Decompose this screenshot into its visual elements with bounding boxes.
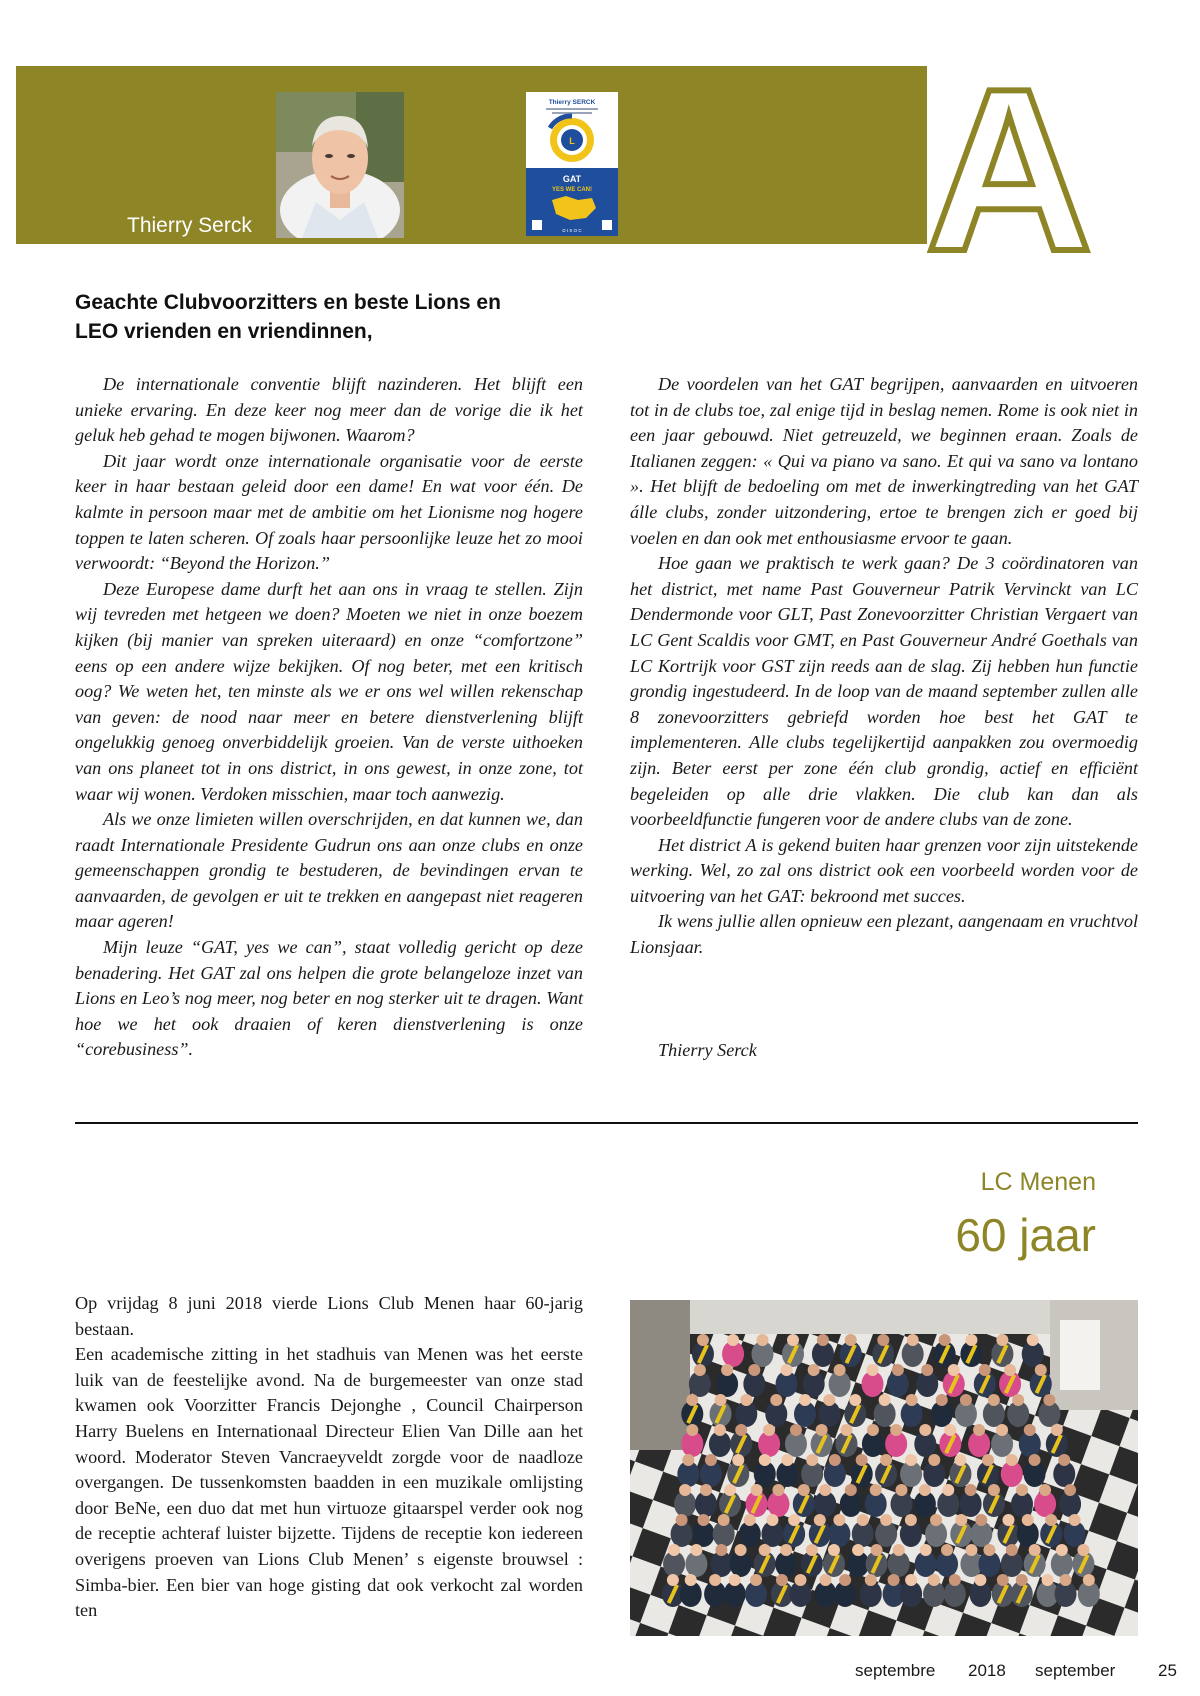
letter-paragraph: Deze Europese dame durft het aan ons in vraag te stellen. Zijn wij tevreden met hetgeen we doen? Moeten we niet in onze boezem kijken (bij manier van spreken uiteraard) en onze “comfortzone” eens op een andere wijze bekijken. Of nog beter, met een kritisch oog? We weten het, ten minste als we er ons wel willen rekenschap van geven: de nood naar meer en betere dienstverlening blijft ongelukkig genoeg onverbiddelijk groeien. Van de verste uithoeken van ons planeet tot in ons district, in ons gewest, in onze zone, tot waar wij wonen. Verdoken misschien, maar toch aanwezig. bbox=[75, 578, 583, 804]
crowd-person-head bbox=[856, 1454, 868, 1466]
article-paragraph: Een academische zitting in het stadhuis van Menen was het eerste luik van de feestelijke avond. Na de burgemeester van onze stad kwamen ook Voorzitter Francis Dejonghe , Council Chairperson Harry Buelens en Internationaal Directeur Elien Van Dille aan het woord. Moderator Steven Vancraeyveldt zorgde voor de naadloze overgangen. De tussenkomsten baadden in een muzikale omlijsting door BeNe, een duo dat met hun virtuoze gitaarspel verder ook nog de receptie achteraf luister bijzette. Tijdens de receptie kon iedereen overigens proeven van Lions Club Menen’ s eigenste brouwsel : Simba-bier. Een bier van hoge gisting dat ook verkocht zal worden ten bbox=[75, 1344, 583, 1621]
footer-page-number: 25 bbox=[1158, 1661, 1177, 1680]
crowd-person-head bbox=[965, 1544, 977, 1556]
crowd-person-head bbox=[906, 1394, 918, 1406]
crowd-person-head bbox=[907, 1334, 919, 1346]
crowd-person-head bbox=[833, 1514, 845, 1526]
crowd-person-head bbox=[799, 1394, 811, 1406]
crowd-person-head bbox=[919, 1424, 931, 1436]
crowd-person-head bbox=[763, 1424, 775, 1436]
crowd-person-head bbox=[839, 1574, 851, 1586]
crowd-person-head bbox=[1016, 1484, 1028, 1496]
crowd-person-head bbox=[845, 1334, 857, 1346]
crowd-person-head bbox=[928, 1574, 940, 1586]
crowd-person-head bbox=[1042, 1574, 1054, 1586]
crowd-person-head bbox=[721, 1364, 733, 1376]
crowd-person-head bbox=[845, 1484, 857, 1496]
crowd-person-head bbox=[1022, 1514, 1034, 1526]
crowd-person-head bbox=[1027, 1334, 1039, 1346]
crowd-person-head bbox=[857, 1514, 869, 1526]
letter-paragraph: Mijn leuze “GAT, yes we can”, staat volledig gericht op deze benadering. Het GAT zal ons helpen die grote belangeloze inzet van Lions en Leo’s nog meer, nog beter en nog sterker uit te dragen. Want hoe we het ook draaien of keren dienstverlening is onze “corebusiness”. bbox=[75, 937, 583, 1060]
letter-salutation bbox=[75, 288, 595, 346]
crowd-person-head bbox=[928, 1454, 940, 1466]
crowd-person-head bbox=[1043, 1394, 1055, 1406]
poster-name: Thierry SERCK bbox=[548, 99, 596, 106]
crowd-person-head bbox=[766, 1514, 778, 1526]
crowd-person-head bbox=[941, 1544, 953, 1556]
letter-signature: Thierry Serck bbox=[658, 1040, 757, 1060]
crowd-person-head bbox=[871, 1544, 883, 1556]
crowd-person-head bbox=[750, 1574, 762, 1586]
crowd-person-head bbox=[996, 1424, 1008, 1436]
footer-month-nl: september bbox=[1035, 1661, 1116, 1680]
district-letter-outline bbox=[918, 70, 1100, 256]
crowd-person-head bbox=[996, 1334, 1008, 1346]
crowd-person-head bbox=[1002, 1514, 1014, 1526]
group-photo-illustration bbox=[630, 1300, 1138, 1636]
salutation-line-1: Geachte Clubvoorzitters en beste Lions en bbox=[75, 291, 501, 314]
crowd-person-head bbox=[1029, 1454, 1041, 1466]
crowd-person-head bbox=[988, 1484, 1000, 1496]
crowd-person-head bbox=[1016, 1574, 1028, 1586]
poster-illustration bbox=[526, 92, 618, 236]
crowd-person-head bbox=[798, 1484, 810, 1496]
crowd-person-head bbox=[1035, 1364, 1047, 1376]
district-letter bbox=[918, 70, 1100, 256]
crowd-person-head bbox=[735, 1424, 747, 1436]
crowd-person-head bbox=[1069, 1514, 1081, 1526]
crowd-person-head bbox=[715, 1394, 727, 1406]
crowd-person-head bbox=[780, 1544, 792, 1556]
crowd-person-head bbox=[948, 1364, 960, 1376]
crowd-person-head bbox=[942, 1484, 954, 1496]
crowd-person-head bbox=[772, 1484, 784, 1496]
crowd-person-head bbox=[814, 1514, 826, 1526]
crowd-person-head bbox=[890, 1424, 902, 1436]
poster-footer: D I S O C bbox=[562, 228, 582, 233]
crowd-person-head bbox=[759, 1544, 771, 1556]
crowd-person-head bbox=[781, 1364, 793, 1376]
letter-column-left bbox=[75, 372, 583, 1063]
crowd-person-head bbox=[939, 1334, 951, 1346]
letter-paragraph: De internationale conventie blijft nazinderen. Het blijft een unieke ervaring. En deze keer nog meer dan de vorige die ik het geluk heb gehad te mogen bijwonen. Waarom? bbox=[75, 374, 583, 446]
crowd-person-head bbox=[974, 1574, 986, 1586]
crowd-person-head bbox=[834, 1364, 846, 1376]
crowd-person-head bbox=[735, 1544, 747, 1556]
crowd-person-head bbox=[1006, 1454, 1018, 1466]
crowd-person-head bbox=[880, 1454, 892, 1466]
crowd-person-head bbox=[756, 1334, 768, 1346]
crowd-person-head bbox=[729, 1574, 741, 1586]
crowd-person-head bbox=[983, 1544, 995, 1556]
author-portrait bbox=[276, 92, 404, 238]
crowd-person-head bbox=[744, 1514, 756, 1526]
crowd-person-head bbox=[697, 1514, 709, 1526]
crowd-person-head bbox=[770, 1394, 782, 1406]
crowd-person-head bbox=[975, 1514, 987, 1526]
crowd-person-head bbox=[676, 1514, 688, 1526]
crowd-person-head bbox=[892, 1364, 904, 1376]
letter-paragraph: Als we onze limieten willen overschrijden, en dat kunnen we, dan raadt Internationale Presidente Gudrun ons aan onze clubs en onze gemeenschappen grondig te bestuderen, de bevindingen ervan te aanvaarden, de gevolgen er uit te trekken en aangepast niet reageren maar ageren! bbox=[75, 809, 583, 932]
crowd-person-head bbox=[724, 1484, 736, 1496]
crowd-person-head bbox=[893, 1544, 905, 1556]
crowd-person-head bbox=[1045, 1514, 1057, 1526]
crowd-person-head bbox=[1012, 1394, 1024, 1406]
poster-slogan-line1: GAT bbox=[562, 174, 582, 184]
crowd-person-head bbox=[715, 1544, 727, 1556]
crowd-person-head bbox=[1064, 1484, 1076, 1496]
crowd-person-head bbox=[1058, 1454, 1070, 1466]
crowd-person-head bbox=[732, 1454, 744, 1466]
crowd-person-head bbox=[930, 1514, 942, 1526]
crowd-person-head bbox=[740, 1394, 752, 1406]
crowd-person-head bbox=[686, 1424, 698, 1436]
crowd-person-head bbox=[714, 1424, 726, 1436]
crowd-person-head bbox=[867, 1424, 879, 1436]
article-body bbox=[75, 1291, 583, 1624]
crowd-person-head bbox=[921, 1364, 933, 1376]
poster-slogan-line2: YES WE CAN! bbox=[551, 187, 593, 193]
portrait-illustration bbox=[276, 92, 404, 238]
article-paragraph: Op vrijdag 8 juni 2018 vierde Lions Club Menen haar 60-jarig bestaan. bbox=[75, 1293, 583, 1339]
crowd-person-head bbox=[817, 1334, 829, 1346]
crowd-person-head bbox=[997, 1574, 1009, 1586]
crowd-person-head bbox=[705, 1454, 717, 1466]
crowd-person-head bbox=[880, 1514, 892, 1526]
crowd-person-head bbox=[685, 1574, 697, 1586]
crowd-person-head bbox=[694, 1364, 706, 1376]
district-letter-glyph: A bbox=[925, 70, 1093, 256]
letter-paragraph: Ik wens jullie allen opnieuw een plezant, aangenaam en vruchtvol Lionsjaar. bbox=[630, 911, 1138, 958]
letter-column-right bbox=[630, 372, 1138, 961]
crowd-person-head bbox=[819, 1484, 831, 1496]
group-photo bbox=[630, 1300, 1138, 1636]
crowd-person-head bbox=[979, 1364, 991, 1376]
crowd-person-head bbox=[905, 1574, 917, 1586]
crowd-person-head bbox=[988, 1394, 1000, 1406]
crowd-person-head bbox=[965, 1484, 977, 1496]
crowd-person-head bbox=[936, 1394, 948, 1406]
crowd-person-head bbox=[690, 1544, 702, 1556]
crowd-person-head bbox=[870, 1484, 882, 1496]
crowd-person-head bbox=[852, 1544, 864, 1556]
crowd-person-head bbox=[668, 1544, 680, 1556]
crowd-person-head bbox=[806, 1544, 818, 1556]
crowd-person-head bbox=[829, 1454, 841, 1466]
crowd-person-head bbox=[819, 1574, 831, 1586]
crowd-person-head bbox=[1004, 1364, 1016, 1376]
crowd-person-head bbox=[808, 1364, 820, 1376]
crowd-person-head bbox=[697, 1334, 709, 1346]
crowd-person-head bbox=[1024, 1424, 1036, 1436]
crowd-person-head bbox=[686, 1394, 698, 1406]
crowd-person-head bbox=[895, 1484, 907, 1496]
footer-month-fr: septembre bbox=[855, 1661, 936, 1680]
section-divider bbox=[75, 1122, 1138, 1124]
article-headline: 60 jaar bbox=[955, 1209, 1096, 1261]
crowd-person-head bbox=[1029, 1544, 1041, 1556]
crowd-person-head bbox=[759, 1454, 771, 1466]
svg-text:L: L bbox=[569, 136, 575, 146]
crowd-person-head bbox=[806, 1454, 818, 1466]
crowd-person-head bbox=[816, 1424, 828, 1436]
letter-paragraph: De voordelen van het GAT begrijpen, aanvaarden en uitvoeren tot in de clubs toe, zal enige tijd in beslag nemen. Rome is ook niet in een jaar gebouwd. Niet getreuzeld, we beginnen eraan. Zoals de Italianen zeggen: « Qui va piano va sano. Et qui va sano va lontano ». Het blijft de bedoeling om met de inwerkingtreding van het GAT álle clubs, zonder uitzondering, ertoe te brengen zich er goed bij voelen en dan ook met enthousiasme ervoor te gaan. bbox=[630, 374, 1138, 548]
crowd-person-head bbox=[718, 1514, 730, 1526]
crowd-person-head bbox=[841, 1424, 853, 1436]
crowd-person-head bbox=[1051, 1424, 1063, 1436]
crowd-person-head bbox=[879, 1394, 891, 1406]
crowd-person-head bbox=[776, 1574, 788, 1586]
crowd-person-head bbox=[954, 1454, 966, 1466]
crowd-person-head bbox=[865, 1574, 877, 1586]
crowd-person-head bbox=[709, 1574, 721, 1586]
author-name: Thierry Serck bbox=[127, 214, 252, 237]
crowd-person-head bbox=[790, 1424, 802, 1436]
article-kicker: LC Menen bbox=[980, 1168, 1096, 1196]
campaign-poster bbox=[526, 92, 618, 236]
crowd-person-head bbox=[781, 1454, 793, 1466]
crowd-person-head bbox=[960, 1394, 972, 1406]
crowd-person-head bbox=[1056, 1544, 1068, 1556]
crowd-person-head bbox=[748, 1364, 760, 1376]
crowd-person-head bbox=[679, 1484, 691, 1496]
crowd-person-head bbox=[823, 1394, 835, 1406]
crowd-person-head bbox=[1006, 1544, 1018, 1556]
crowd-person-head bbox=[944, 1424, 956, 1436]
crowd-person-head bbox=[751, 1484, 763, 1496]
crowd-person-head bbox=[919, 1484, 931, 1496]
crowd-person-head bbox=[905, 1454, 917, 1466]
letter-paragraph: Hoe gaan we praktisch te werk gaan? De 3 coördinatoren van het district, met name Past Gouverneur Patrik Vervinckt van LC Dendermonde voor GLT, Past Zonevoorzitter Christian Vergaert van LC Gent Scaldis voor GMT, en Past Gouverneur André Goethals van LC Kortrijk voor GST zijn reeds aan de slag. Zij hebben hun functie grondig ingestudeerd. In de loop van de maand september zullen alle 8 zonevoorzitters gebriefd worden hoe best het GAT te implementeren. Alle clubs tegelijkertijd aanpakken zou overmoedig zijn. Beter eerst per zone één club grondig, actief en efficiënt begeleiden op alle drie vlakken. Die club kan dan als voorbeeldfunctie fungeren voor de andere clubs van de zone. bbox=[630, 553, 1138, 830]
salutation-line-2: LEO vrienden en vriendinnen, bbox=[75, 320, 373, 343]
crowd-person-head bbox=[982, 1454, 994, 1466]
crowd-person-head bbox=[787, 1334, 799, 1346]
crowd-person-head bbox=[1083, 1574, 1095, 1586]
crowd-person-head bbox=[888, 1574, 900, 1586]
crowd-person-head bbox=[867, 1364, 879, 1376]
crowd-person-head bbox=[905, 1514, 917, 1526]
crowd-person-head bbox=[788, 1514, 800, 1526]
crowd-person-head bbox=[700, 1484, 712, 1496]
crowd-person-head bbox=[920, 1544, 932, 1556]
crowd-person-head bbox=[794, 1574, 806, 1586]
letter-paragraph: Het district A is gekend buiten haar grenzen voor zijn uitstekende werking. Wel, zo zal ons district ook een voorbeeld worden voor de uitvoering van het GAT: bekroond met succes. bbox=[630, 834, 1138, 906]
crowd-person-head bbox=[667, 1574, 679, 1586]
crowd-person-head bbox=[877, 1334, 889, 1346]
crowd-person-head bbox=[973, 1424, 985, 1436]
crowd-person-head bbox=[849, 1394, 861, 1406]
crowd-person-head bbox=[682, 1454, 694, 1466]
crowd-person-head bbox=[955, 1514, 967, 1526]
footer-year: 2018 bbox=[968, 1661, 1006, 1680]
crowd-person-head bbox=[828, 1544, 840, 1556]
crowd-person-head bbox=[965, 1334, 977, 1346]
crowd-person-head bbox=[727, 1334, 739, 1346]
crowd-person-head bbox=[1077, 1544, 1089, 1556]
crowd-person-head bbox=[1039, 1484, 1051, 1496]
crowd-person-head bbox=[949, 1574, 961, 1586]
letter-paragraph: Dit jaar wordt onze internationale organisatie voor de eerste keer in haar bestaan geleid door een dame! En wat voor één. De kalmte in persoon maar met de ambitie om het Lionisme nog hogere toppen te laten scheren. Of zoals haar persoonlijke leuze het zo mooi verwoordt: “Beyond the Horizon.” bbox=[75, 450, 583, 574]
crowd-person-head bbox=[1060, 1574, 1072, 1586]
